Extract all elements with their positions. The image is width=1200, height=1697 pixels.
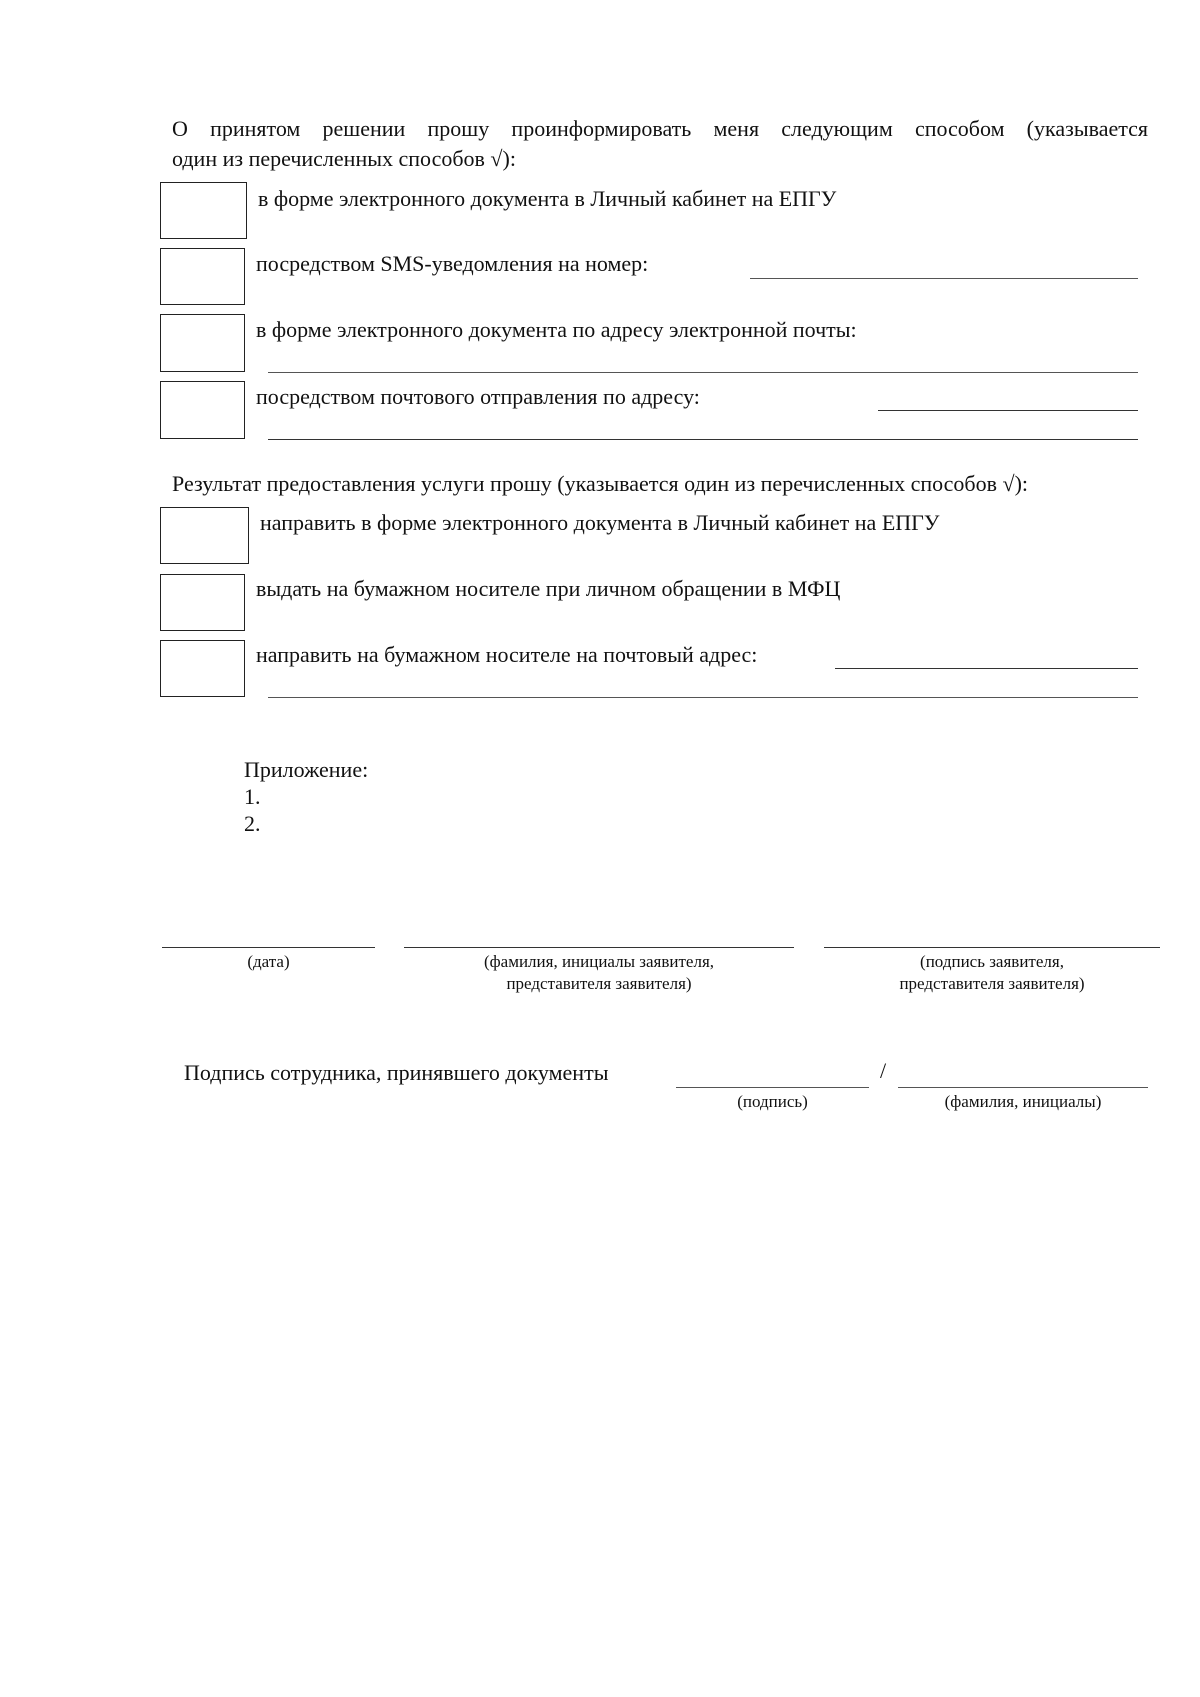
employee-name-caption: (фамилия, инициалы) [944,1092,1102,1111]
post-address-field-line2[interactable] [268,439,1138,440]
result-checkbox-post[interactable] [160,640,245,697]
post-address-field-line1[interactable] [878,410,1138,411]
employee-signature-caption: (подпись) [737,1092,808,1111]
employee-signature-label: Подпись сотрудника, принявшего документы [184,1060,609,1085]
employee-signature-field[interactable] [676,1087,869,1088]
result-post-address-field-line1[interactable] [835,668,1138,669]
attachment-item-1: 1. [244,784,261,809]
notify-intro-line2: один из перечисленных способов √): [172,146,516,171]
notify-option-email: в форме электронного документа по адресу электронной почты: [256,317,857,342]
notify-option-post: посредством почтового отправления по адресу: [256,384,700,409]
applicant-name-caption-line1: (фамилия, инициалы заявителя, [483,952,715,971]
notify-checkbox-sms[interactable] [160,248,245,305]
notify-option-epgu: в форме электронного документа в Личный кабинет на ЕПГУ [258,186,837,211]
date-field[interactable] [162,947,375,948]
employee-separator: / [880,1058,887,1083]
employee-name-field[interactable] [898,1087,1148,1088]
sms-number-field[interactable] [750,278,1138,279]
result-option-mfc: выдать на бумажном носителе при личном обращении в МФЦ [256,576,841,601]
result-intro: Результат предоставления услуги прошу (указывается один из перечисленных способов √): [172,471,1029,496]
result-checkbox-epgu[interactable] [160,507,249,564]
email-address-field[interactable] [268,372,1138,373]
result-option-post: направить на бумажном носителе на почтовый адрес: [256,642,758,667]
applicant-name-caption-line2: представителя заявителя) [506,974,692,993]
notify-checkbox-post[interactable] [160,381,245,439]
result-post-address-field-line2[interactable] [268,697,1138,698]
attachment-label: Приложение: [244,757,369,782]
applicant-signature-field[interactable] [824,947,1160,948]
notify-option-sms: посредством SMS-уведомления на номер: [256,251,649,276]
applicant-signature-caption-line2: представителя заявителя) [899,974,1085,993]
applicant-name-field[interactable] [404,947,794,948]
result-checkbox-mfc[interactable] [160,574,245,631]
notify-checkbox-email[interactable] [160,314,245,372]
notify-intro-line1: О принятом решении прошу проинформировать меня следующим способом (указывается [172,116,1148,141]
result-option-epgu: направить в форме электронного документа в Личный кабинет на ЕПГУ [260,510,940,535]
notify-checkbox-epgu[interactable] [160,182,247,239]
applicant-signature-caption-line1: (подпись заявителя, [920,952,1064,971]
attachment-item-2: 2. [244,811,261,836]
date-caption: (дата) [247,952,290,971]
